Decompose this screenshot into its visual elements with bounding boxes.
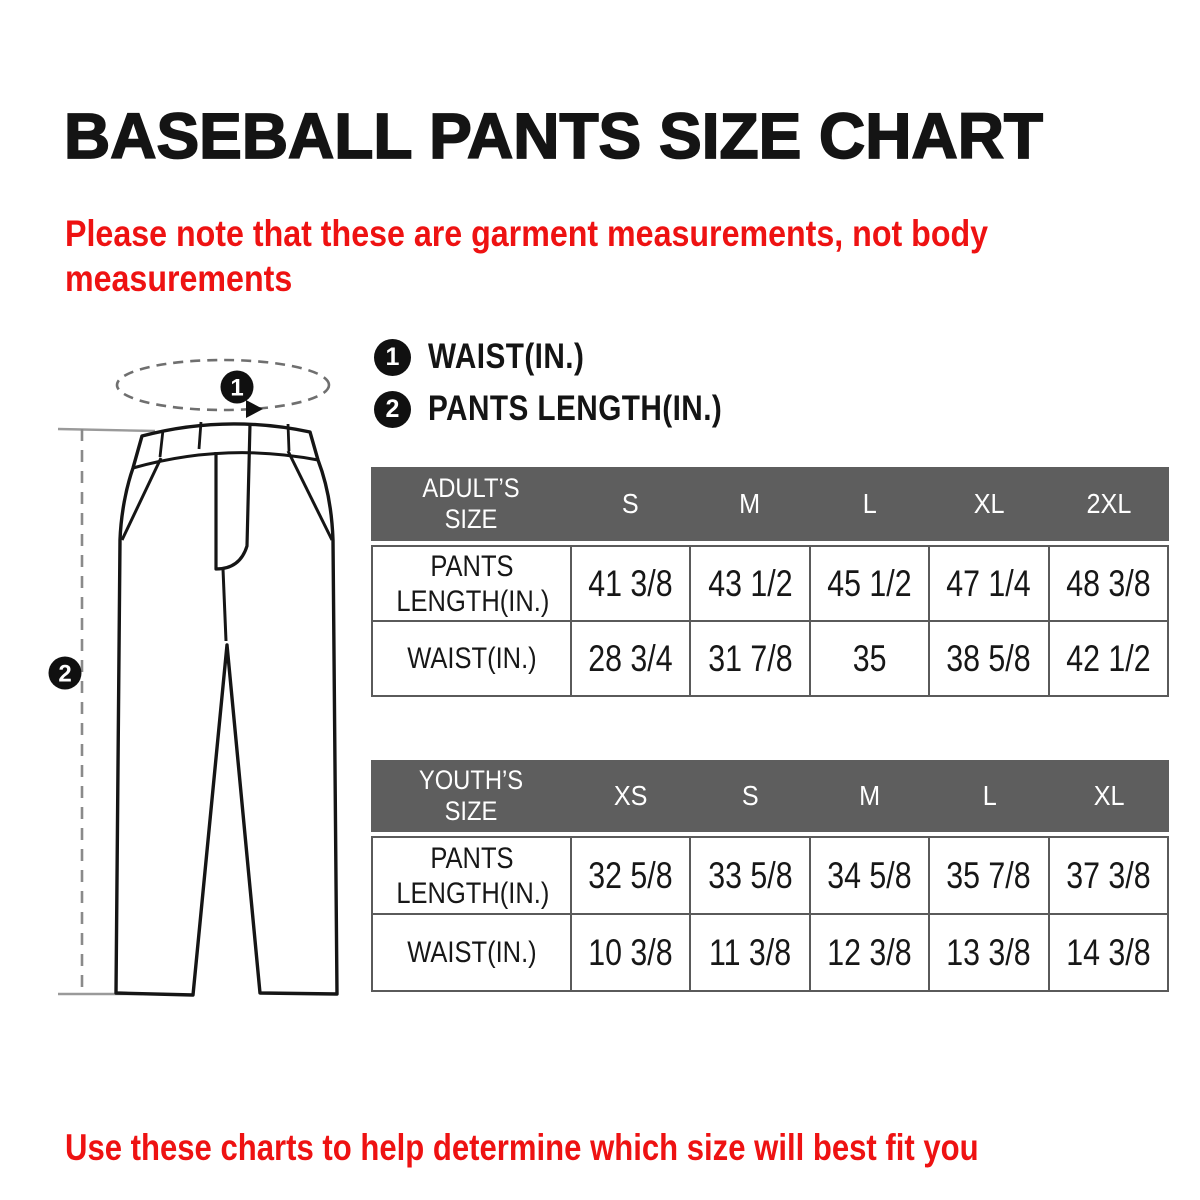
waist-arrow-icon	[246, 400, 263, 418]
table-cell: 41 3/8	[571, 546, 690, 621]
length-marker-number: 2	[58, 660, 72, 688]
garment-measurement-note: Please note that these are garment measurements, not body measurements	[65, 213, 989, 299]
table-cell: 35	[810, 621, 929, 696]
youth-table-body	[371, 836, 1169, 992]
table-row	[372, 914, 1168, 991]
pants-diagram	[20, 340, 380, 1020]
measurement-legend	[374, 338, 774, 428]
table-row	[372, 621, 1168, 696]
table-cell: 47 1/4	[929, 546, 1048, 621]
table-cell: 38 5/8	[929, 621, 1048, 696]
adult-col-l: L	[862, 488, 877, 519]
youth-col-xl: XL	[1093, 780, 1125, 811]
legend-item-pants-length	[374, 390, 774, 428]
table-row	[372, 546, 1168, 621]
youth-col-m: M	[859, 780, 881, 811]
waist-marker-number: 1	[230, 374, 244, 402]
youth-row-label-length: PANTS LENGTH(IN.)	[372, 837, 571, 914]
table-cell: 35 7/8	[929, 837, 1048, 914]
adult-size-table	[371, 467, 1169, 697]
adult-row-label-waist: WAIST(IN.)	[372, 621, 571, 696]
table-cell: 48 3/8	[1049, 546, 1168, 621]
adult-col-m: M	[739, 488, 761, 519]
youth-row-label-waist: WAIST(IN.)	[372, 914, 571, 991]
table-cell: 28 3/4	[571, 621, 690, 696]
legend-waist-label: WAIST(IN.)	[428, 337, 585, 376]
table-cell: 12 3/8	[810, 914, 929, 991]
page-title: BASEBALL PANTS SIZE CHART	[64, 99, 1043, 172]
adult-table-header	[371, 467, 1169, 541]
table-cell: 42 1/2	[1049, 621, 1168, 696]
waist-marker-badge	[221, 371, 254, 404]
youth-table-header	[371, 760, 1169, 832]
table-cell: 10 3/8	[571, 914, 690, 991]
youth-col-l: L	[982, 780, 997, 811]
table-cell: 11 3/8	[690, 914, 809, 991]
usage-note: Use these charts to help determine which size will best fit you	[65, 1127, 979, 1168]
table-cell: 13 3/8	[929, 914, 1048, 991]
youth-size-table	[371, 760, 1169, 992]
youth-col-s: S	[741, 780, 759, 811]
adult-corner-label: ADULT’S SIZE	[422, 473, 520, 534]
youth-corner-label: YOUTH’S SIZE	[418, 765, 523, 826]
adult-col-s: S	[621, 488, 639, 519]
adult-table-body	[371, 545, 1169, 697]
youth-col-xs: XS	[613, 780, 648, 811]
adult-row-label-length: PANTS LENGTH(IN.)	[372, 546, 571, 621]
length-badge-icon: 2	[374, 391, 411, 428]
table-cell: 14 3/8	[1049, 914, 1168, 991]
table-cell: 34 5/8	[810, 837, 929, 914]
length-pointer-line-top	[58, 429, 155, 431]
table-cell: 31 7/8	[690, 621, 809, 696]
youth-corner-cell	[371, 760, 571, 832]
legend-item-waist	[374, 338, 774, 376]
table-cell: 37 3/8	[1049, 837, 1168, 914]
pants-diagram-svg	[20, 340, 380, 1020]
waist-badge-icon: 1	[374, 339, 411, 376]
pants-outline	[116, 424, 337, 995]
adult-col-2xl: 2XL	[1086, 488, 1132, 519]
table-cell: 32 5/8	[571, 837, 690, 914]
adult-corner-cell	[371, 467, 571, 541]
table-cell: 33 5/8	[690, 837, 809, 914]
adult-col-xl: XL	[973, 488, 1005, 519]
legend-length-label: PANTS LENGTH(IN.)	[428, 389, 723, 428]
length-marker-badge	[49, 657, 82, 690]
table-row	[372, 837, 1168, 914]
table-cell: 43 1/2	[690, 546, 809, 621]
table-cell: 45 1/2	[810, 546, 929, 621]
